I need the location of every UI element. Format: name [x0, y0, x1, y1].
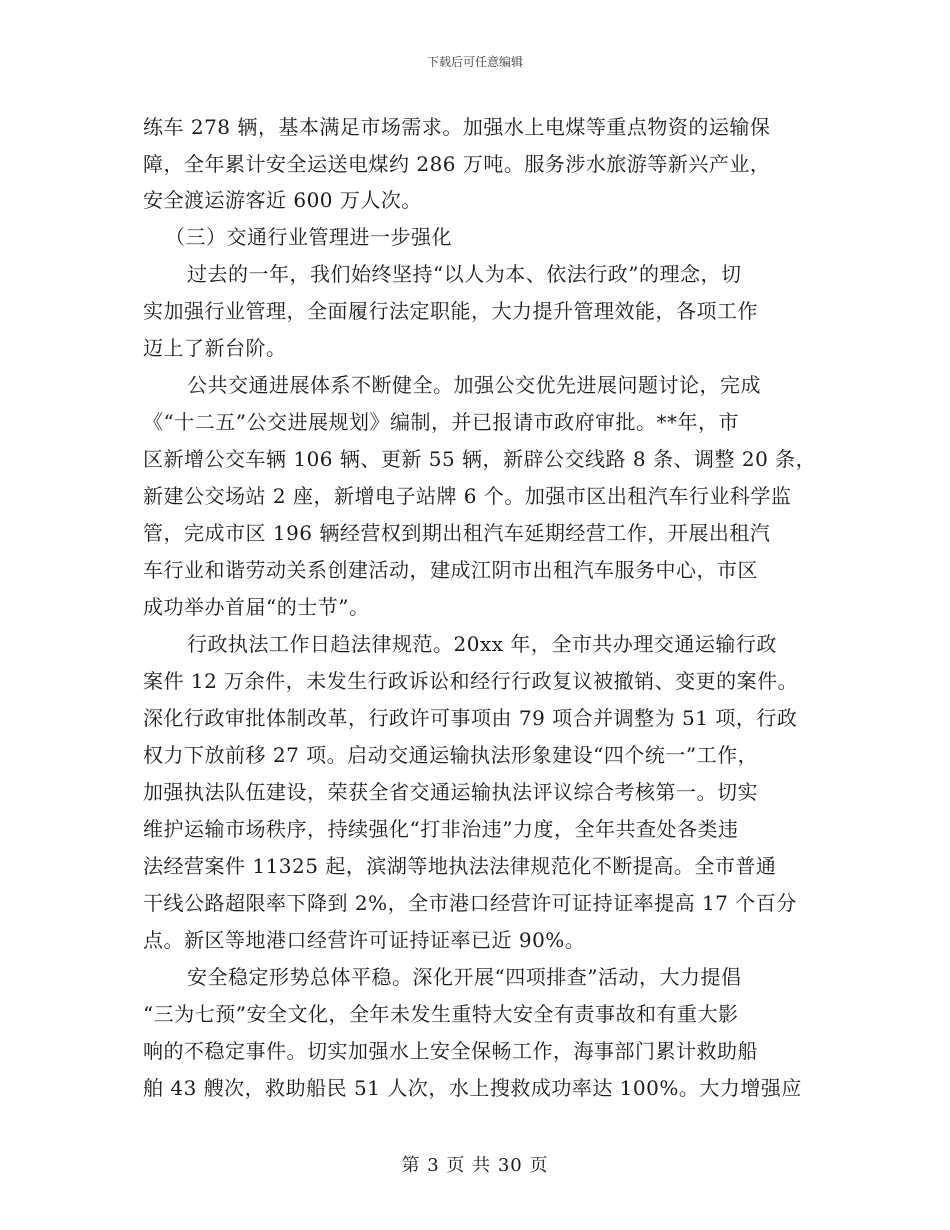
- body-line: 区新增公交车辆 106 辆、更新 55 辆，新辟公交线路 8 条、调整 20 条，: [143, 447, 817, 471]
- section-heading: （三）交通行业管理进一步强化: [165, 225, 452, 249]
- body-line: 法经营案件 11325 起，滨湖等地执法法律规范化不断提高。全市普通: [143, 854, 777, 878]
- body-line: 新建公交场站 2 座，新增电子站牌 6 个。加强市区出租汽车行业科学监: [143, 484, 792, 508]
- body-line: 点。新区等地港口经营许可证持证率已近 90%。: [143, 928, 586, 952]
- paragraph-start: 过去的一年，我们始终坚持“以人为本、依法行政”的理念，切: [187, 262, 742, 286]
- body-line: 维护运输市场秩序，持续强化“打非治违”力度，全年共查处各类违: [143, 817, 739, 841]
- body-line: 深化行政审批体制改革，行政许可事项由 79 项合并调整为 51 项，行政: [143, 706, 798, 730]
- body-line: 安全渡运游客近 600 万人次。: [143, 188, 422, 212]
- body-line: 迈上了新台阶。: [143, 336, 287, 360]
- body-line: 案件 12 万余件，未发生行政诉讼和经行行政复议被撤销、变更的案件。: [143, 669, 799, 693]
- body-line: 响的不稳定事件。切实加强水上安全保畅工作，海事部门累计救助船: [143, 1039, 758, 1063]
- body-line: 干线公路超限率下降到 2%，全市港口经营许可证持证率提高 17 个百分: [143, 891, 797, 915]
- paragraph-start: 安全稳定形势总体平稳。深化开展“四项排查”活动，大力提倡: [187, 965, 742, 989]
- body-line: 加强执法队伍建设，荣获全省交通运输执法评议综合考核第一。切实: [143, 780, 758, 804]
- body-line: 练车 278 辆，基本满足市场需求。加强水上电煤等重点物资的运输保: [143, 115, 771, 139]
- paragraph-start: 公共交通进展体系不断健全。加强公交优先进展问题讨论，完成: [187, 373, 761, 397]
- body-line: “三为七预”安全文化，全年未发生重特大安全有责事故和有重大影: [143, 1002, 739, 1026]
- body-line: 舶 43 艘次，救助船民 51 人次，水上搜救成功率达 100%。大力增强应: [143, 1076, 802, 1100]
- body-line: 管，完成市区 196 辆经营权到期出租汽车延期经营工作，开展出租汽: [143, 521, 771, 545]
- body-line: 权力下放前移 27 项。启动交通运输执法形象建设“四个统一”工作，: [143, 743, 759, 767]
- body-line: 成功举办首届“的士节”。: [143, 595, 370, 619]
- body-line: 障，全年累计安全运送电煤约 286 万吨。服务涉水旅游等新兴产业，: [143, 152, 771, 176]
- body-line: 车行业和谐劳动关系创建活动，建成江阴市出租汽车服务中心，市区: [143, 558, 758, 582]
- page-header: 下载后可任意编辑: [426, 55, 523, 69]
- page-footer: 第 3 页 共 30 页: [401, 1155, 549, 1176]
- body-line: 实加强行业管理，全面履行法定职能，大力提升管理效能，各项工作: [143, 299, 758, 323]
- body-line: 《“十二五”公交进展规划》编制，并已报请市政府审批。**年，市: [143, 410, 739, 434]
- paragraph-start: 行政执法工作日趋法律规范。20xx 年，全市共办理交通运输行政: [187, 632, 777, 656]
